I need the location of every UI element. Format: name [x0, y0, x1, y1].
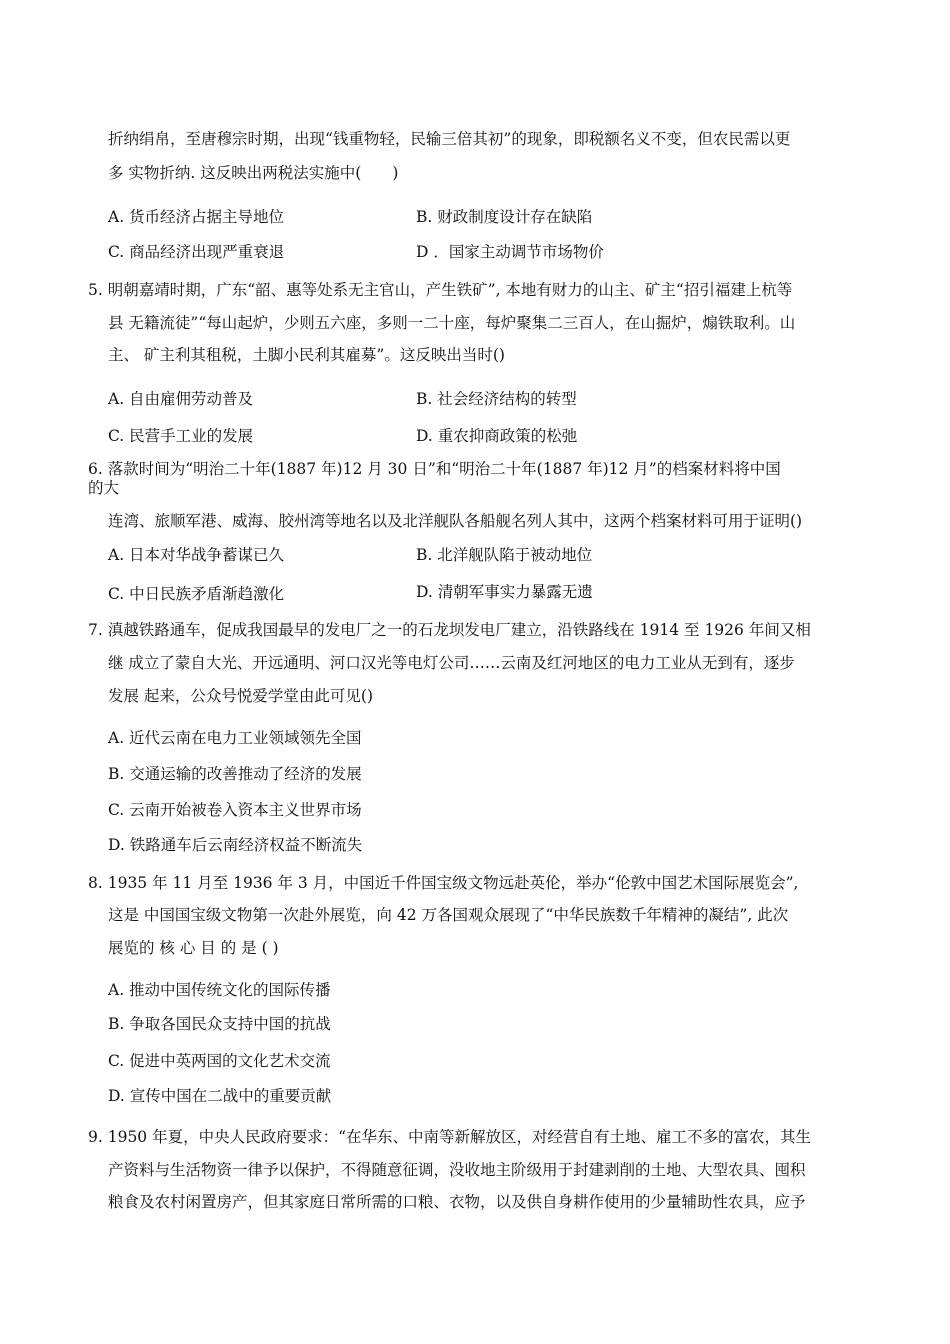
q8-stem-line-2: 这是 中国国宝级文物第一次赴外展览，向 42 万各国观众展现了“中华民族数千年精神的凝结”, 此次 — [108, 906, 789, 924]
q7-option-b[interactable]: B. 交通运输的改善推动了经济的发展 — [108, 765, 362, 783]
q5-stem-line-1: 5. 明朝嘉靖时期，广东“韶、惠等处系无主官山，产生铁矿”, 本地有财力的山主、矿主“招引福建上杭等 — [88, 281, 793, 299]
q4-stem-line-1: 折纳绢帛，至唐穆宗时期，出现“钱重物轻，民输三倍其初”的现象，即税额名义不变，但农民需以更 — [108, 130, 791, 148]
q9-stem-line-1: 9. 1950 年夏，中央人民政府要求：“在华东、中南等新解放区，对经营自有土地、雇工不多的富农，其生 — [88, 1128, 812, 1146]
q9-stem-line-3: 粮食及农村闲置房产，但其家庭日常所需的口粮、衣物，以及供自身耕作使用的少量辅助性农具，应予 — [108, 1193, 806, 1211]
q4-option-a[interactable]: A. 货币经济占据主导地位 — [108, 208, 285, 226]
q6-option-d[interactable]: D. 清朝军事实力暴露无遗 — [416, 583, 593, 601]
q5-option-d[interactable]: D. 重农抑商政策的松弛 — [416, 427, 578, 445]
q6-option-b[interactable]: B. 北洋舰队陷于被动地位 — [416, 546, 593, 564]
q6-stem-line-2: 的大 — [88, 479, 120, 497]
q7-option-c[interactable]: C. 云南开始被卷入资本主义世界市场 — [108, 801, 362, 819]
q4-option-d[interactable]: D ．国家主动调节市场物价 — [416, 243, 604, 261]
q7-stem-line-1: 7. 滇越铁路通车，促成我国最早的发电厂之一的石龙坝发电厂建立，沿铁路线在 1914 至 1926 年间又相 — [88, 621, 811, 639]
q5-stem-line-3: 主、 矿主利其租税，土脚小民利其雇募”。这反映出当时() — [108, 346, 505, 364]
q5-option-c[interactable]: C. 民营手工业的发展 — [108, 427, 254, 445]
q7-option-a[interactable]: A. 近代云南在电力工业领域领先全国 — [108, 729, 362, 747]
q4-option-c[interactable]: C. 商品经济出现严重衰退 — [108, 243, 285, 261]
q6-stem-line-3: 连湾、旅顺军港、威海、胶州湾等地名以及北洋舰队各船舰名列人其中，这两个档案材料可用于证明() — [108, 512, 803, 530]
q8-option-c[interactable]: C. 促进中英两国的文化艺术交流 — [108, 1052, 331, 1070]
q8-stem-line-3: 展览的 核 心 目 的 是 ( ) — [108, 939, 279, 957]
q9-stem-line-2: 产资料与生活物资一律予以保护，不得随意征调，没收地主阶级用于封建剥削的土地、大型农具、囤积 — [108, 1161, 806, 1179]
q5-option-a[interactable]: A. 自由雇佣劳动普及 — [108, 390, 254, 408]
q8-option-d[interactable]: D. 宣传中国在二战中的重要贡献 — [108, 1087, 332, 1105]
q7-option-d[interactable]: D. 铁路通车后云南经济权益不断流失 — [108, 836, 363, 854]
q8-stem-line-1: 8. 1935 年 11 月至 1936 年 3 月，中国近千件国宝级文物远赴英伦，举办“伦敦中国艺术国际展览会”, — [88, 874, 799, 892]
q6-option-c[interactable]: C. 中日民族矛盾渐趋激化 — [108, 585, 285, 603]
q5-stem-line-2: 县 无籍流徒”“每山起炉，少则五六座，多则一二十座，每炉聚集二三百人，在山掘炉，煽铁取利。山 — [108, 314, 796, 332]
q6-stem-line-1: 6. 落款时间为“明治二十年(1887 年)12 月 30 日”和“明治二十年(1887 年)12 月”的档案材料将中国 — [88, 460, 781, 478]
q4-stem-line-2: 多 实物折纳. 这反映出两税法实施中( ) — [108, 164, 399, 182]
q7-stem-line-2: 继 成立了蒙自大光、开远通明、河口汉光等电灯公司……云南及红河地区的电力工业从无到有，逐步 — [108, 654, 795, 672]
q6-option-a[interactable]: A. 日本对华战争蓄谋已久 — [108, 546, 285, 564]
q8-option-b[interactable]: B. 争取各国民众支持中国的抗战 — [108, 1015, 331, 1033]
q7-stem-line-3: 发展 起来，公众号悦爱学堂由此可见() — [108, 687, 374, 705]
q5-option-b[interactable]: B. 社会经济结构的转型 — [416, 390, 577, 408]
q8-option-a[interactable]: A. 推动中国传统文化的国际传播 — [108, 981, 331, 999]
q4-option-b[interactable]: B. 财政制度设计存在缺陷 — [416, 208, 593, 226]
